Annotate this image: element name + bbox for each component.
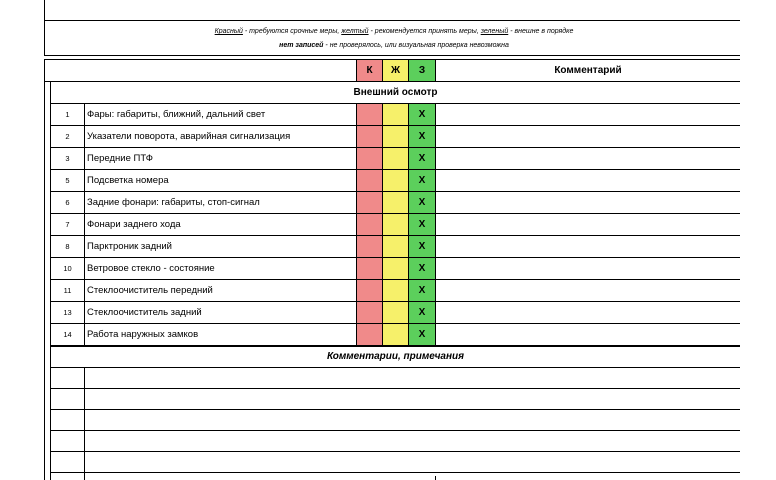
row-label: Парктроник задний (87, 241, 172, 252)
legend-line-1: Красный - требуются срочные меры, желтый - рекомендуется принять меры, зеленый - внешне в порядке (214, 28, 574, 35)
cell-comment (436, 214, 740, 235)
section-title: Внешний осмотр (353, 87, 438, 98)
cell-zh (383, 236, 408, 257)
header-zh: Ж (383, 60, 408, 81)
cell-zh (383, 302, 408, 323)
cell-z-mark: X (409, 214, 435, 235)
cell-comment (436, 126, 740, 147)
cell-z-mark: X (409, 280, 435, 301)
row-number: 7 (65, 220, 70, 229)
row-number: 11 (63, 286, 72, 295)
comment-line (50, 472, 740, 473)
row-label: Стеклоочиститель задний (87, 307, 202, 318)
cell-z-mark: X (409, 126, 435, 147)
cell-comment (436, 258, 740, 279)
row-label: Подсветка номера (87, 175, 169, 186)
cell-z-mark: X (409, 324, 435, 345)
legend-green: зеленый (480, 28, 509, 35)
row-number: 2 (65, 132, 70, 141)
top-box-bottom (44, 20, 740, 21)
cell-comment (436, 148, 740, 169)
row-number: 3 (65, 154, 70, 163)
comments-title: Комментарии, примечания (326, 351, 465, 362)
cell-zh (383, 214, 408, 235)
cell-k (357, 280, 382, 301)
legend-red: Красный (214, 28, 243, 35)
header-comment: Комментарий (554, 65, 622, 76)
row-label: Фонари заднего хода (87, 219, 181, 230)
cell-zh (383, 258, 408, 279)
cell-zh (383, 280, 408, 301)
row-label: Передние ПТФ (87, 153, 154, 164)
header-z: З (409, 60, 435, 81)
left-border-top (44, 0, 45, 20)
cell-k (357, 148, 382, 169)
row-label: Стеклоочиститель передний (87, 285, 213, 296)
cell-z-mark: X (409, 236, 435, 257)
cell-k (357, 126, 382, 147)
cell-zh (383, 192, 408, 213)
legend-yellow: желтый (341, 28, 369, 35)
row-label: Указатели поворота, аварийная сигнализация (87, 131, 291, 142)
cell-k (357, 324, 382, 345)
cell-comment (436, 302, 740, 323)
row-number: 8 (65, 242, 70, 251)
row-number: 13 (63, 308, 72, 317)
row-number: 6 (65, 198, 70, 207)
cell-k (357, 236, 382, 257)
cell-comment (436, 192, 740, 213)
cell-comment (436, 324, 740, 345)
cell-z-mark: X (409, 302, 435, 323)
cell-z-mark: X (409, 104, 435, 125)
legend-none: нет записей (279, 42, 324, 49)
cell-comment (436, 236, 740, 257)
cell-z-mark: X (409, 170, 435, 191)
row-number: 5 (65, 176, 70, 185)
cell-zh (383, 148, 408, 169)
row-label: Задние фонари: габариты, стоп-сигнал (87, 197, 260, 208)
cell-zh (383, 126, 408, 147)
cell-comment (436, 104, 740, 125)
cell-zh (383, 104, 408, 125)
cell-k (357, 214, 382, 235)
row-number: 10 (63, 264, 72, 273)
comment-line (50, 388, 740, 389)
row-label: Работа наружных замков (87, 329, 199, 340)
legend-line-2: нет записей - не проверялось, или визуальная проверка невозможна (279, 42, 509, 49)
cell-k (357, 192, 382, 213)
cell-k (357, 170, 382, 191)
comment-line (50, 409, 740, 410)
cell-z-mark: X (409, 192, 435, 213)
cell-k (357, 258, 382, 279)
row-number: 14 (63, 330, 72, 339)
cell-comment (436, 280, 740, 301)
row-label: Ветровое стекло - состояние (87, 263, 215, 274)
header-k: К (357, 60, 382, 81)
cell-z-mark: X (409, 258, 435, 279)
comment-line (50, 430, 740, 431)
cell-k (357, 104, 382, 125)
cell-z-mark: X (409, 148, 435, 169)
cell-comment (436, 170, 740, 191)
cell-k (357, 302, 382, 323)
cell-zh (383, 170, 408, 191)
comment-line (50, 451, 740, 452)
cell-zh (383, 324, 408, 345)
row-label: Фары: габариты, ближний, дальний свет (87, 109, 266, 120)
row-number: 1 (65, 110, 70, 119)
